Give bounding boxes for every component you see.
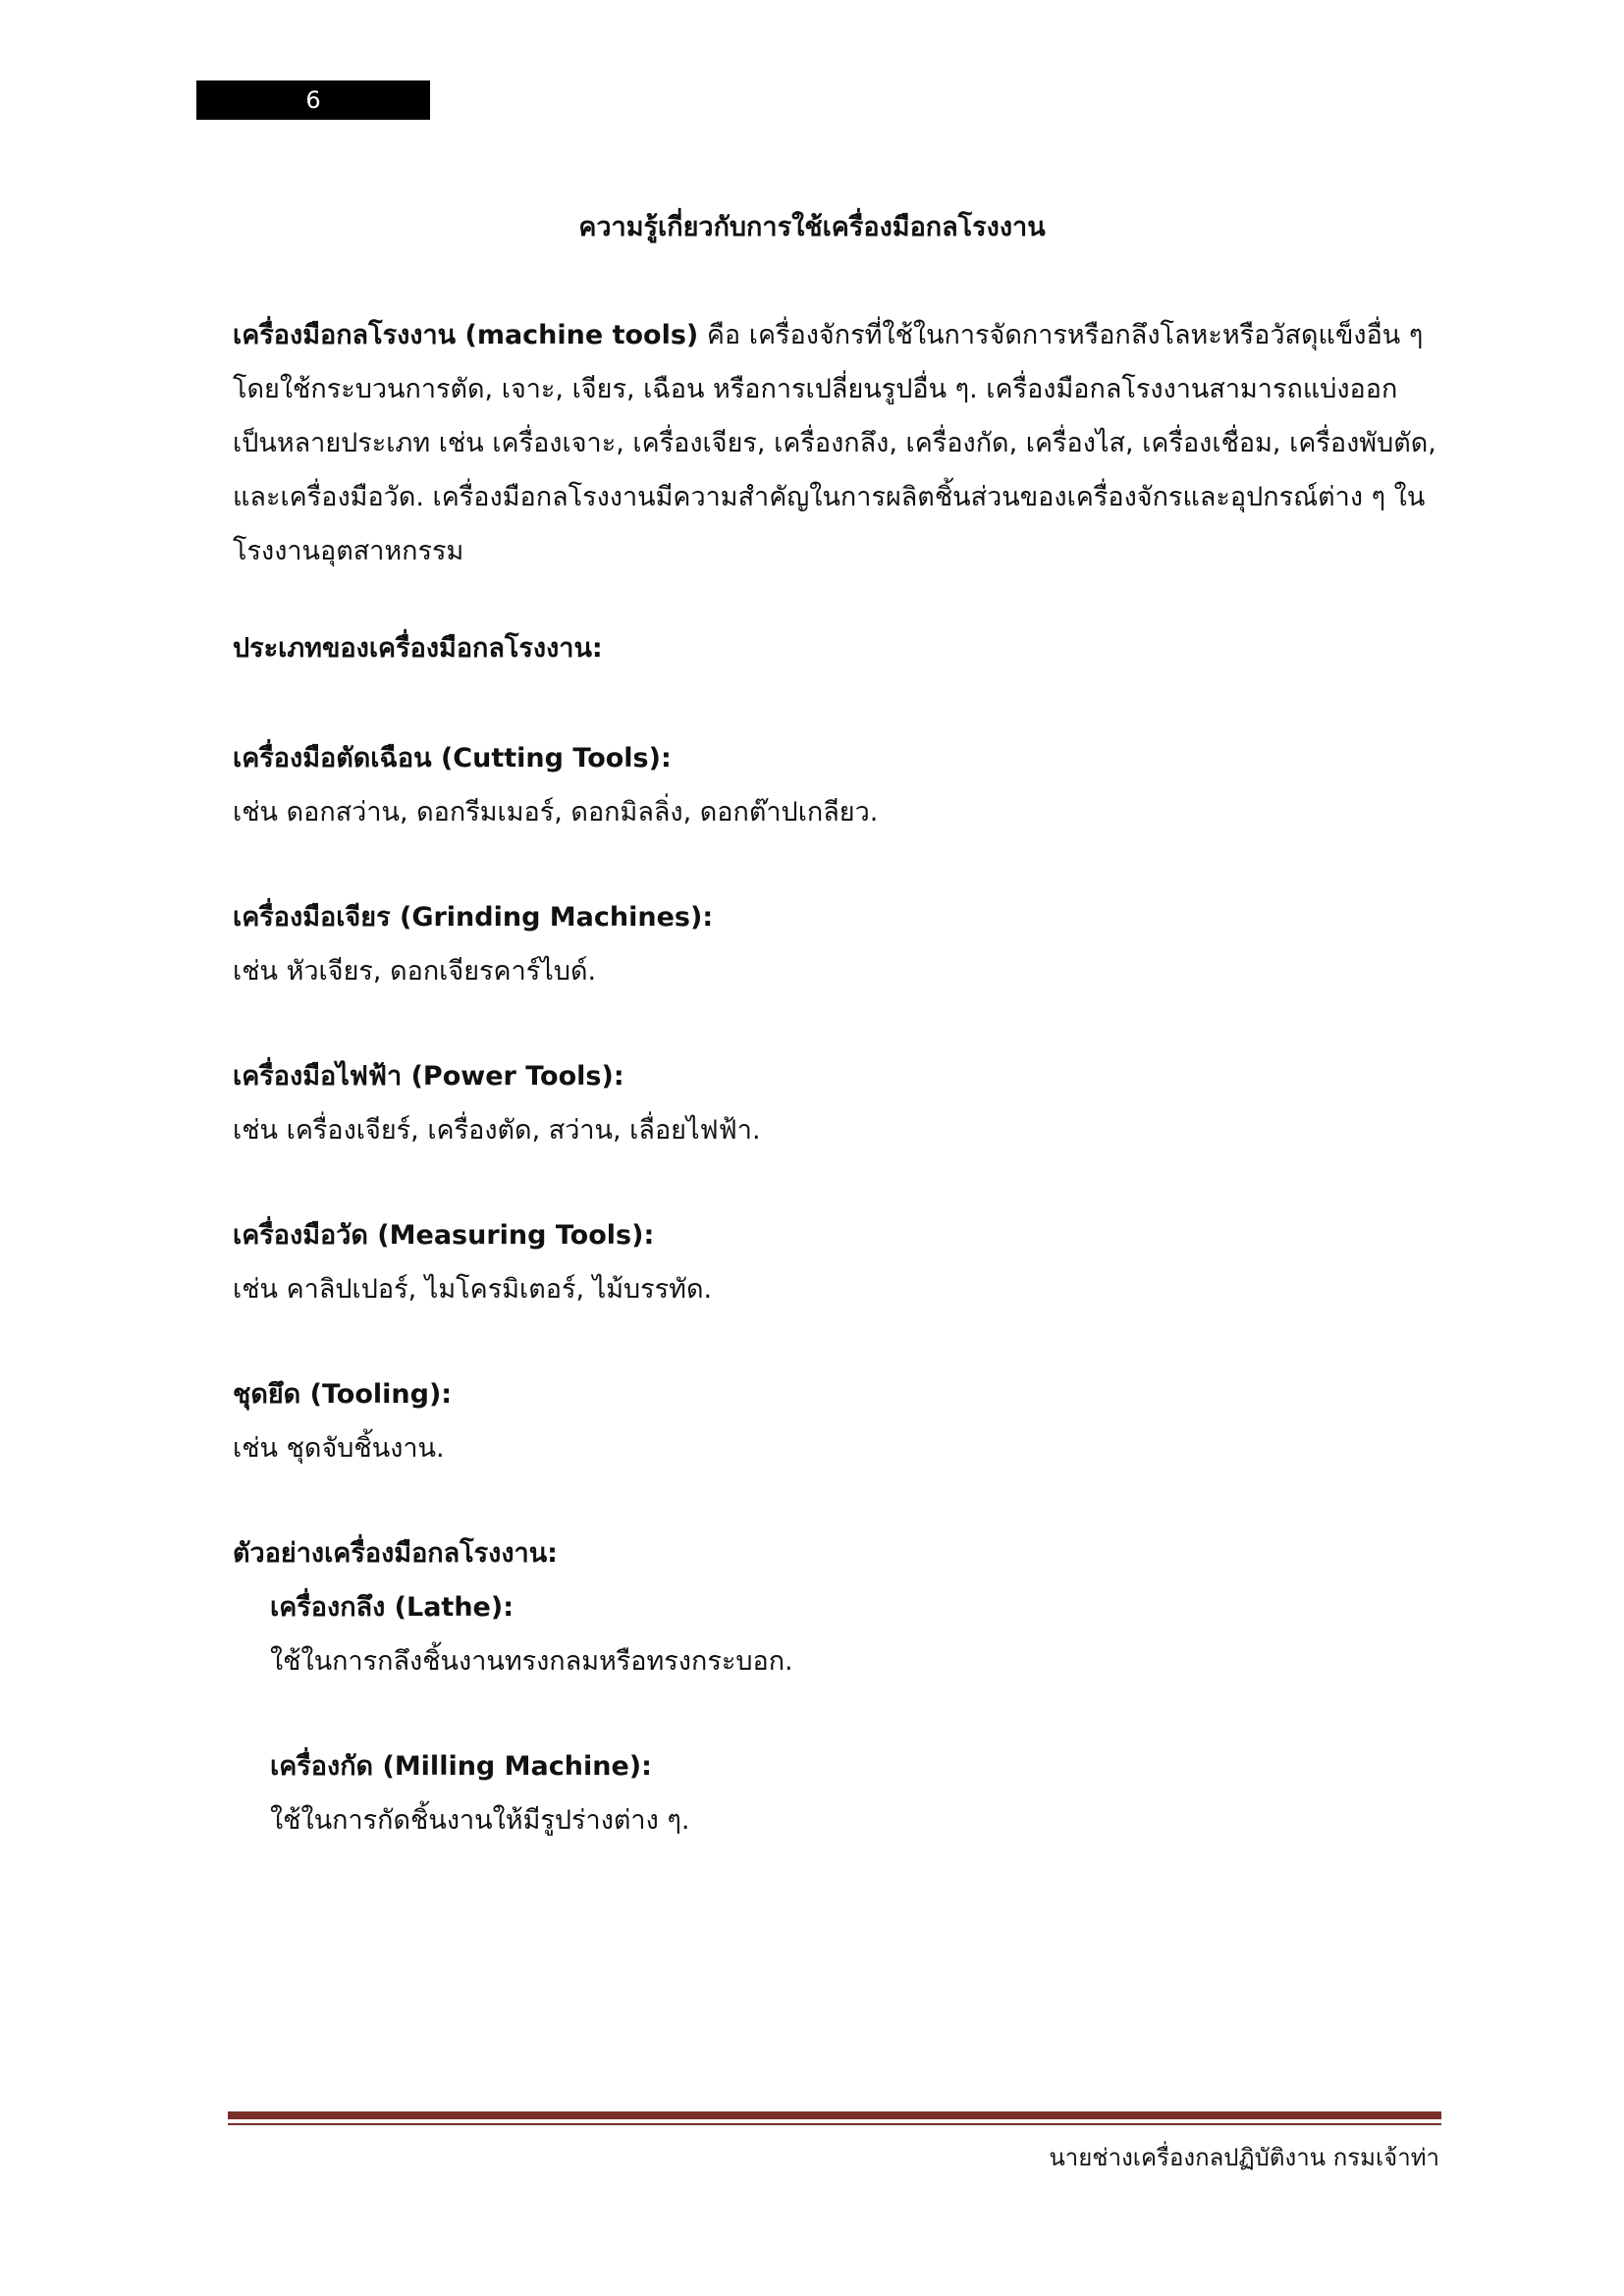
intro-lead-term: เครื่องมือกลโรงงาน (machine tools) bbox=[233, 320, 699, 350]
type-description: เช่น คาลิปเปอร์, ไมโครมิเตอร์, ไม้บรรทัด. bbox=[233, 1274, 713, 1305]
example-name: เครื่องกัด (Milling Machine): bbox=[270, 1751, 652, 1782]
footer-divider-thin bbox=[228, 2123, 1441, 2125]
footer-department: นายช่างเครื่องกลปฏิบัติงาน กรมเจ้าท่า bbox=[1049, 2144, 1439, 2171]
examples-heading: ตัวอย่างเครื่องมือกลโรงงาน: bbox=[233, 1538, 558, 1569]
type-name: เครื่องมือวัด (Measuring Tools): bbox=[233, 1220, 655, 1251]
types-list bbox=[233, 731, 1440, 1475]
type-item-cutting-tools bbox=[233, 731, 1440, 839]
type-name: ชุดยึด (Tooling): bbox=[233, 1379, 453, 1410]
page-number: 6 bbox=[196, 80, 430, 120]
document-title: ความรู้เกี่ยวกับการใช้เครื่องมือกลโรงงาน bbox=[578, 212, 1046, 242]
examples-list bbox=[233, 1580, 1440, 1847]
type-name: เครื่องมือตัดเฉือน (Cutting Tools): bbox=[233, 743, 672, 774]
type-description: เช่น ดอกสว่าน, ดอกรีมเมอร์, ดอกมิลลิ่ง, ดอกต๊าปเกลียว. bbox=[233, 797, 879, 828]
document-body bbox=[233, 308, 1440, 1847]
type-item-power-tools bbox=[233, 1049, 1440, 1157]
types-heading: ประเภทของเครื่องมือกลโรงงาน: bbox=[233, 633, 603, 664]
intro-paragraph bbox=[233, 308, 1440, 578]
example-description: ใช้ในการกัดชิ้นงานให้มีรูปร่างต่าง ๆ. bbox=[270, 1805, 690, 1836]
footer-divider-thick bbox=[228, 2111, 1441, 2119]
type-item-measuring-tools bbox=[233, 1208, 1440, 1316]
intro-body-text: คือ เครื่องจักรที่ใช้ในการจัดการหรือกลึงโลหะหรือวัสดุแข็งอื่น ๆ โดยใช้กระบวนการตัด, เจาะ, เจียร, เฉือน หรือการเปลี่ยนรูปอื่น ๆ. เครื่องมือกลโรงงานสามารถแบ่งออกเป็นหลายประเภท เช่น เครื่องเจาะ, เครื่องเจียร, เครื่องกลึง, เครื่องกัด, เครื่องไส, เครื่องเชื่อม, เครื่องพับตัด, และเครื่องมือวัด. เครื่องมือกลโรงงานมีความสำคัญในการผลิตชิ้นส่วนของเครื่องจักรและอุปกรณ์ต่าง ๆ ในโรงงานอุตสาหกรรม bbox=[233, 320, 1436, 566]
type-name: เครื่องมือไฟฟ้า (Power Tools): bbox=[233, 1061, 624, 1092]
type-name: เครื่องมือเจียร (Grinding Machines): bbox=[233, 902, 714, 933]
type-description: เช่น ชุดจับชิ้นงาน. bbox=[233, 1433, 445, 1464]
example-item-milling-machine bbox=[270, 1739, 1440, 1847]
example-description: ใช้ในการกลึงชิ้นงานทรงกลมหรือทรงกระบอก. bbox=[270, 1646, 793, 1677]
example-name: เครื่องกลึง (Lathe): bbox=[270, 1592, 514, 1623]
type-item-grinding-machines bbox=[233, 890, 1440, 998]
type-description: เช่น เครื่องเจียร์, เครื่องตัด, สว่าน, เลื่อยไฟฟ้า. bbox=[233, 1115, 761, 1146]
example-item-lathe bbox=[270, 1580, 1440, 1688]
type-description: เช่น หัวเจียร, ดอกเจียรคาร์ไบด์. bbox=[233, 956, 597, 987]
type-item-tooling bbox=[233, 1367, 1440, 1475]
